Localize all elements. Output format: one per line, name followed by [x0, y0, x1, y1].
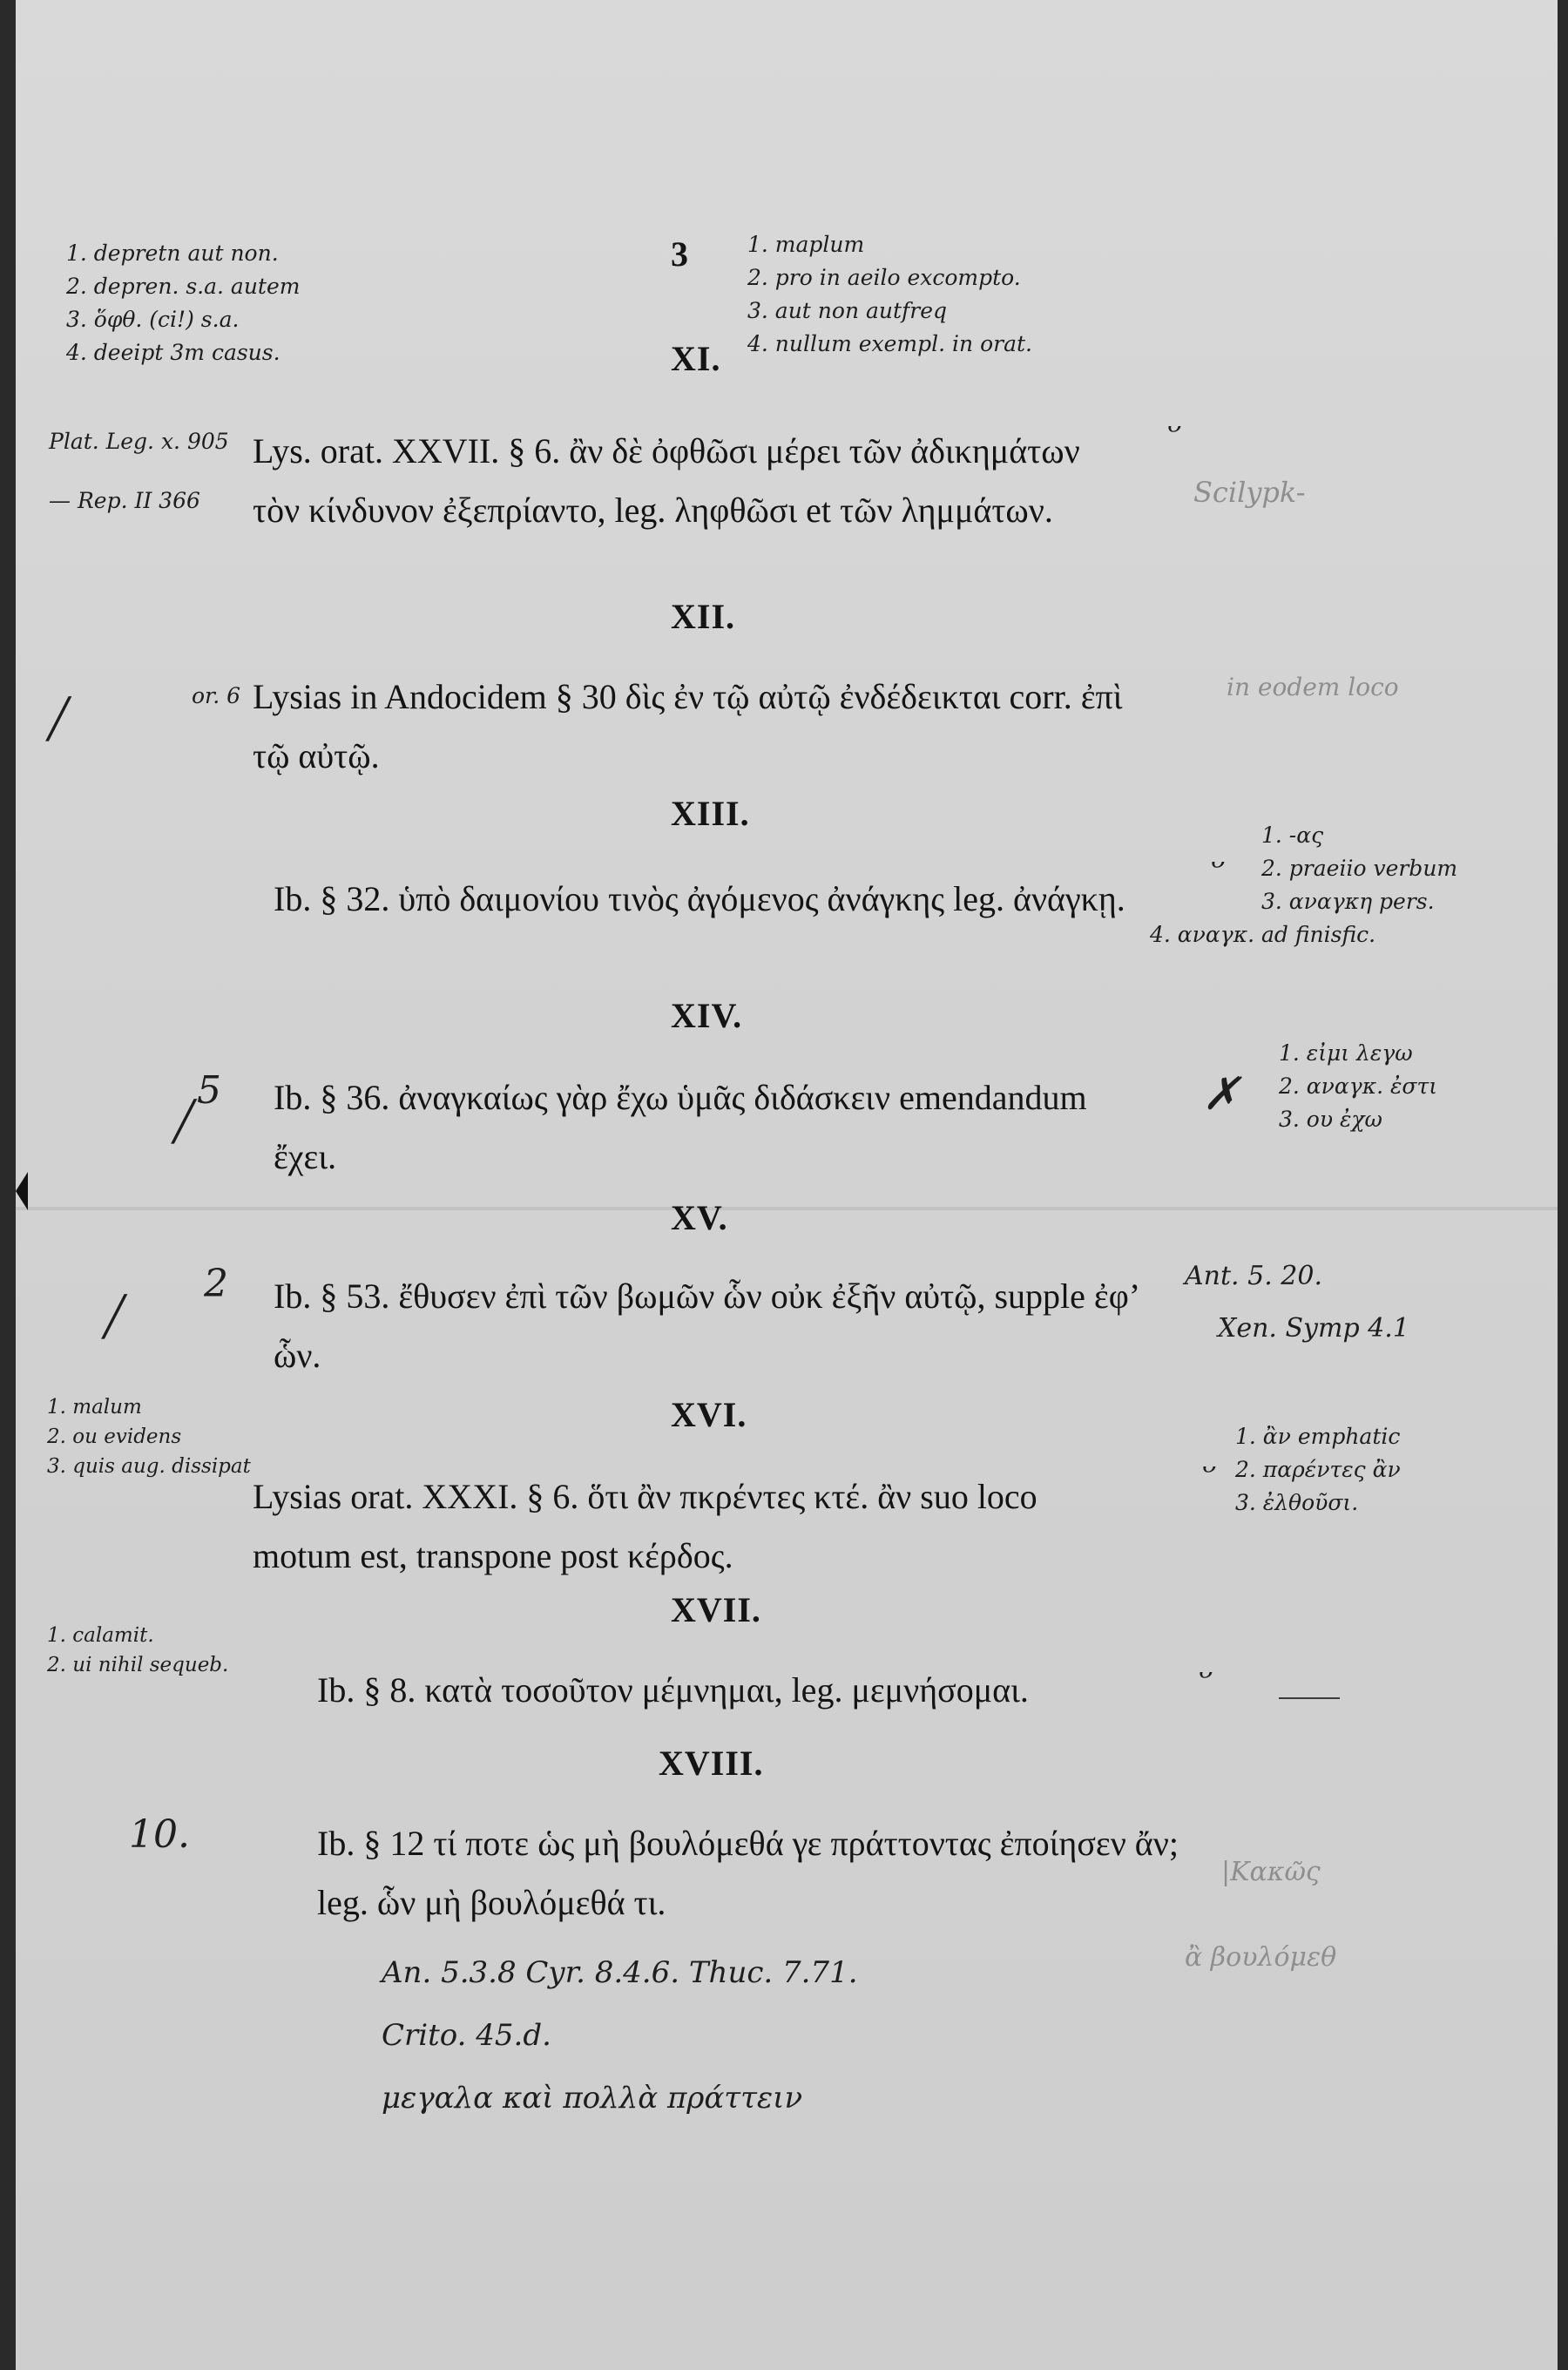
annotation-line: 2. παρέντες ἂν [1235, 1457, 1401, 1482]
annotation-xvi-right [1235, 1420, 1401, 1520]
annotation-line: 4. αναγκ. ad finisfic. [1150, 922, 1376, 947]
annotation-line: 4. nullum exempl. in orat. [747, 331, 1032, 356]
annotation-line: 3. ἐλθοῦσι. [1235, 1490, 1359, 1515]
check-mark-icon: ᵕ [1167, 410, 1182, 454]
annotation-top-left [66, 237, 300, 369]
check-mark-icon: ᵕ [1202, 1450, 1217, 1494]
check-mark-icon: ᵕ [1211, 845, 1226, 890]
annotation-line: 3. ὅφθ. (ci!) s.a. [66, 307, 240, 332]
section-numeral: XI. [671, 339, 721, 378]
annotation-xiv-right [1279, 1037, 1437, 1136]
check-mark-icon: ᵕ [1199, 1656, 1213, 1700]
cross-mark-icon: ✗ [1202, 1068, 1240, 1121]
annotation-line: An. 5.3.8 Cyr. 8.4.6. Thuc. 7.71. [382, 1955, 858, 1990]
section-numeral: XVI. [671, 1395, 747, 1434]
annotation-xviii-right-2: ἂ βουλόμεθ [1185, 1942, 1337, 1973]
annotation-xviii-left: 10. [129, 1812, 190, 1857]
section-numeral: XVIII. [659, 1744, 764, 1783]
annotation-line: 3. quis aug. dissipat [47, 1455, 251, 1478]
section-text: Lys. orat. XXVII. § 6. ἂν δὲ ὀφθῶσι μέρει τῶν ἀδικημάτων τὸν κίνδυνον ἐξεπρίαντο, leg. ληφθῶσι et τῶν λημμάτων. [253, 431, 1080, 530]
section-numeral: XIII. [671, 794, 750, 833]
section-text: Ib. § 53. ἔθυσεν ἐπὶ τῶν βωμῶν ὧν οὐκ ἐξῆν αὐτῷ, supple ἐφ’ ὧν. [274, 1276, 1139, 1375]
annotation-line: 2. ui nihil sequeb. [47, 1654, 229, 1676]
annotation-line: 2. ou evidens [47, 1425, 182, 1448]
annotation-line: 1. calamit. [47, 1624, 154, 1647]
slash-mark-icon: ╱ [172, 1100, 196, 1144]
annotation-line: 2. praeiio verbum [1261, 856, 1458, 881]
annotation-line: 1. depretn aut non. [66, 240, 279, 266]
page-sheet [16, 0, 1558, 2370]
section-numeral: XVII. [671, 1590, 761, 1629]
section-numeral: XV. [671, 1198, 728, 1237]
annotation-bottom [382, 1941, 858, 2130]
annotation-line: 2. depren. s.a. autem [66, 274, 301, 299]
section-numeral: XIV. [671, 996, 743, 1035]
annotation-line: 1. ἂν emphatic [1235, 1424, 1401, 1449]
annotation-line: 1. -ας [1261, 823, 1324, 848]
annotation-xvii-left [47, 1621, 228, 1680]
annotation-xi-left-2: — Rep. II 366 [49, 488, 200, 513]
annotation-line: 1. εἰμι λεγω [1279, 1040, 1413, 1066]
annotation-xiv-left: 5 [197, 1068, 221, 1113]
annotation-line: 4. deeipt 3m casus. [66, 340, 280, 365]
annotation-xvi-left [47, 1392, 251, 1481]
annotation-xviii-right-1: |Κακῶς [1221, 1857, 1321, 1887]
annotation-line: 1. malum [47, 1396, 142, 1419]
page-edge-tab [16, 1172, 28, 1210]
annotation-xv-right-1: Ant. 5. 20. [1185, 1261, 1322, 1291]
annotation-xi-left-1: Plat. Leg. x. 905 [49, 429, 229, 454]
annotation-line: 3. αναγκη pers. [1261, 889, 1435, 914]
section-text: Ib. § 8. κατὰ τοσοῦτον μέμνημαι, leg. μεμνήσομαι. [317, 1670, 1029, 1710]
annotation-top-right [747, 228, 1032, 361]
annotation-line: μεγαλα καὶ πολλὰ πράττειν [382, 2081, 803, 2116]
annotation-line: 1. maplum [747, 232, 865, 257]
slash-mark-icon: ╱ [103, 1295, 126, 1339]
annotation-line: Crito. 45.d. [382, 2018, 551, 2053]
annotation-xi-right: Scilypk- [1193, 476, 1306, 509]
annotation-line: 2. αναγκ. ἐστι [1279, 1073, 1438, 1099]
slash-mark-icon: ╱ [47, 697, 71, 741]
annotation-xiii-right [1150, 819, 1458, 951]
dash-line [1279, 1697, 1340, 1699]
section-numeral: XII. [671, 597, 736, 636]
page-number: 3 [671, 234, 688, 274]
annotation-xii-left: or. 6 [192, 683, 241, 708]
page-fold [16, 1207, 1558, 1210]
annotation-xv-left: 2 [204, 1262, 228, 1306]
annotation-xii-right: in eodem loco [1227, 673, 1399, 701]
annotation-line: 3. ου ἐχω [1279, 1107, 1382, 1132]
section-text: Lysias in Andocidem § 30 δὶς ἐν τῷ αὐτῷ ἐνδέδεικται corr. ἐπὶ τῷ αὐτῷ. [253, 677, 1123, 775]
annotation-line: 2. pro in aeilo excompto. [747, 265, 1021, 290]
section-text: Ib. § 32. ὑπὸ δαιμονίου τινὸς ἀγόμενος ἀνάγκης leg. ἀνάγκῃ. [274, 879, 1125, 918]
section-text: Ib. § 12 τί ποτε ὡς μὴ βουλόμεθά γε πράττοντας ἐποίησεν ἄν; leg. ὧν μὴ βουλόμεθά τι. [317, 1824, 1179, 1922]
annotation-line: 3. aut non autfreq [747, 298, 948, 323]
annotation-xv-right-2: Xen. Symp 4.1 [1218, 1313, 1409, 1344]
section-text: Lysias orat. XXXI. § 6. ὅτι ἂν πκρέντες κτέ. ἂν suo loco motum est, transpone post κέρδος. [253, 1477, 1037, 1575]
section-text: Ib. § 36. ἀναγκαίως γὰρ ἔχω ὑμᾶς διδάσκειν emendandum ἔχει. [274, 1078, 1087, 1176]
